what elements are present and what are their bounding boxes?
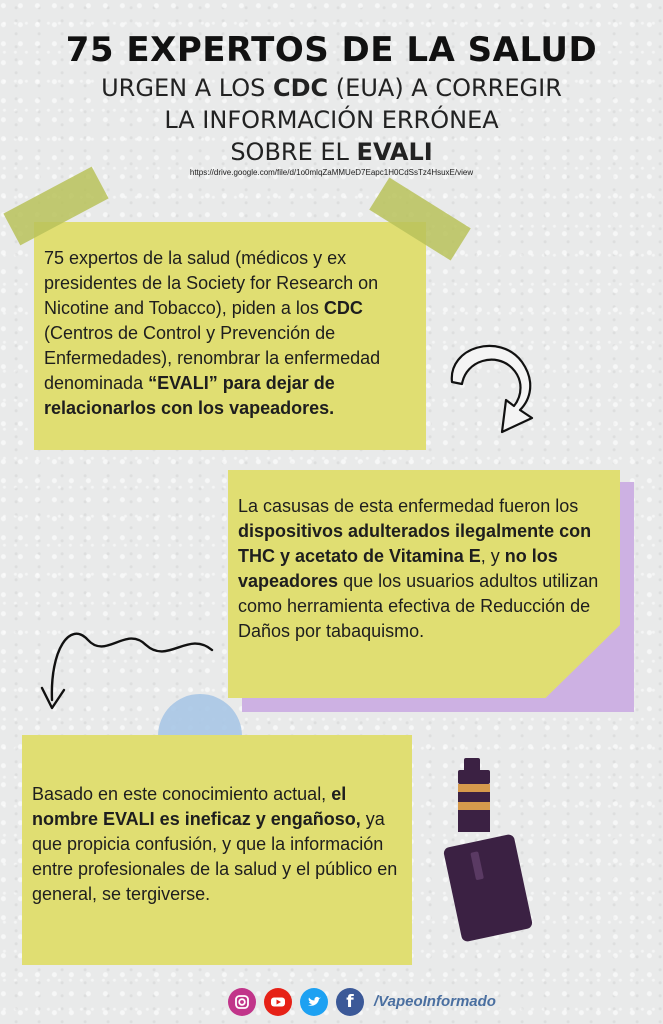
subtitle-text: SOBRE EL <box>230 138 357 166</box>
note-2-text <box>238 494 610 644</box>
subtitle-line-2: LA INFORMACIÓN ERRÓNEA <box>164 106 499 134</box>
note-1-text-bold: “EVALI” para dejar de relacionarlos con los vapeadores. <box>44 373 335 418</box>
note-1-text-part: (Centros de Control y Prevención de Enfermedades), renombrar la enfermedad denominada <box>44 323 381 393</box>
note-1-text-part: 75 expertos de la salud (médicos y ex presidentes de la Society for Research on Nicotine and Tobacco), piden a los <box>44 248 379 318</box>
youtube-icon[interactable] <box>264 988 292 1016</box>
subtitle-text: URGEN A LOS <box>101 74 274 102</box>
facebook-icon[interactable]: f <box>336 988 364 1016</box>
note-2-text-bold: dispositivos adulterados ilegalmente con THC y acetato de Vitamina E <box>238 521 592 566</box>
subtitle-line-1 <box>0 72 663 104</box>
social-handle[interactable]: /VapeoInformado <box>374 993 496 1010</box>
curved-arrow-icon <box>440 322 550 442</box>
note-1-text <box>44 246 414 421</box>
subtitle-text: (EUA) A CORREGIR <box>328 74 562 102</box>
source-link[interactable]: https://drive.google.com/file/d/1o0mlqZaMMUeD7Eapc1H0CdSsTz4HsuxE/view <box>189 168 474 177</box>
subtitle-evali: EVALI <box>356 138 433 166</box>
page-title: 75 EXPERTOS DE LA SALUD <box>65 30 598 70</box>
note-2-text-bold: no los vapeadores <box>238 546 558 591</box>
note-3-text <box>32 782 404 907</box>
vape-device-icon <box>440 752 570 942</box>
note-3-text-part: ya que propicia confusión, y que la información entre profesionales de la salud y el público en general, se tergiverse. <box>32 809 398 904</box>
twitter-icon[interactable] <box>300 988 328 1016</box>
subtitle-cdc: CDC <box>273 74 329 102</box>
note-1-text-bold: CDC <box>323 298 363 318</box>
note-3-text-part: Basado en este conocimiento actual, <box>32 784 332 804</box>
note-3-text-bold: el nombre EVALI es ineficaz y engañoso, <box>32 784 361 829</box>
note-2-text-part: , y <box>480 546 505 566</box>
subtitle-line-3 <box>0 136 663 168</box>
note-2-text-part: La casusas de esta enfermedad fueron los <box>238 496 579 516</box>
instagram-icon[interactable] <box>228 988 256 1016</box>
note-2-text-part: que los usuarios adultos utilizan como herramienta efectiva de Reducción de Daños por tabaquismo. <box>238 571 599 641</box>
